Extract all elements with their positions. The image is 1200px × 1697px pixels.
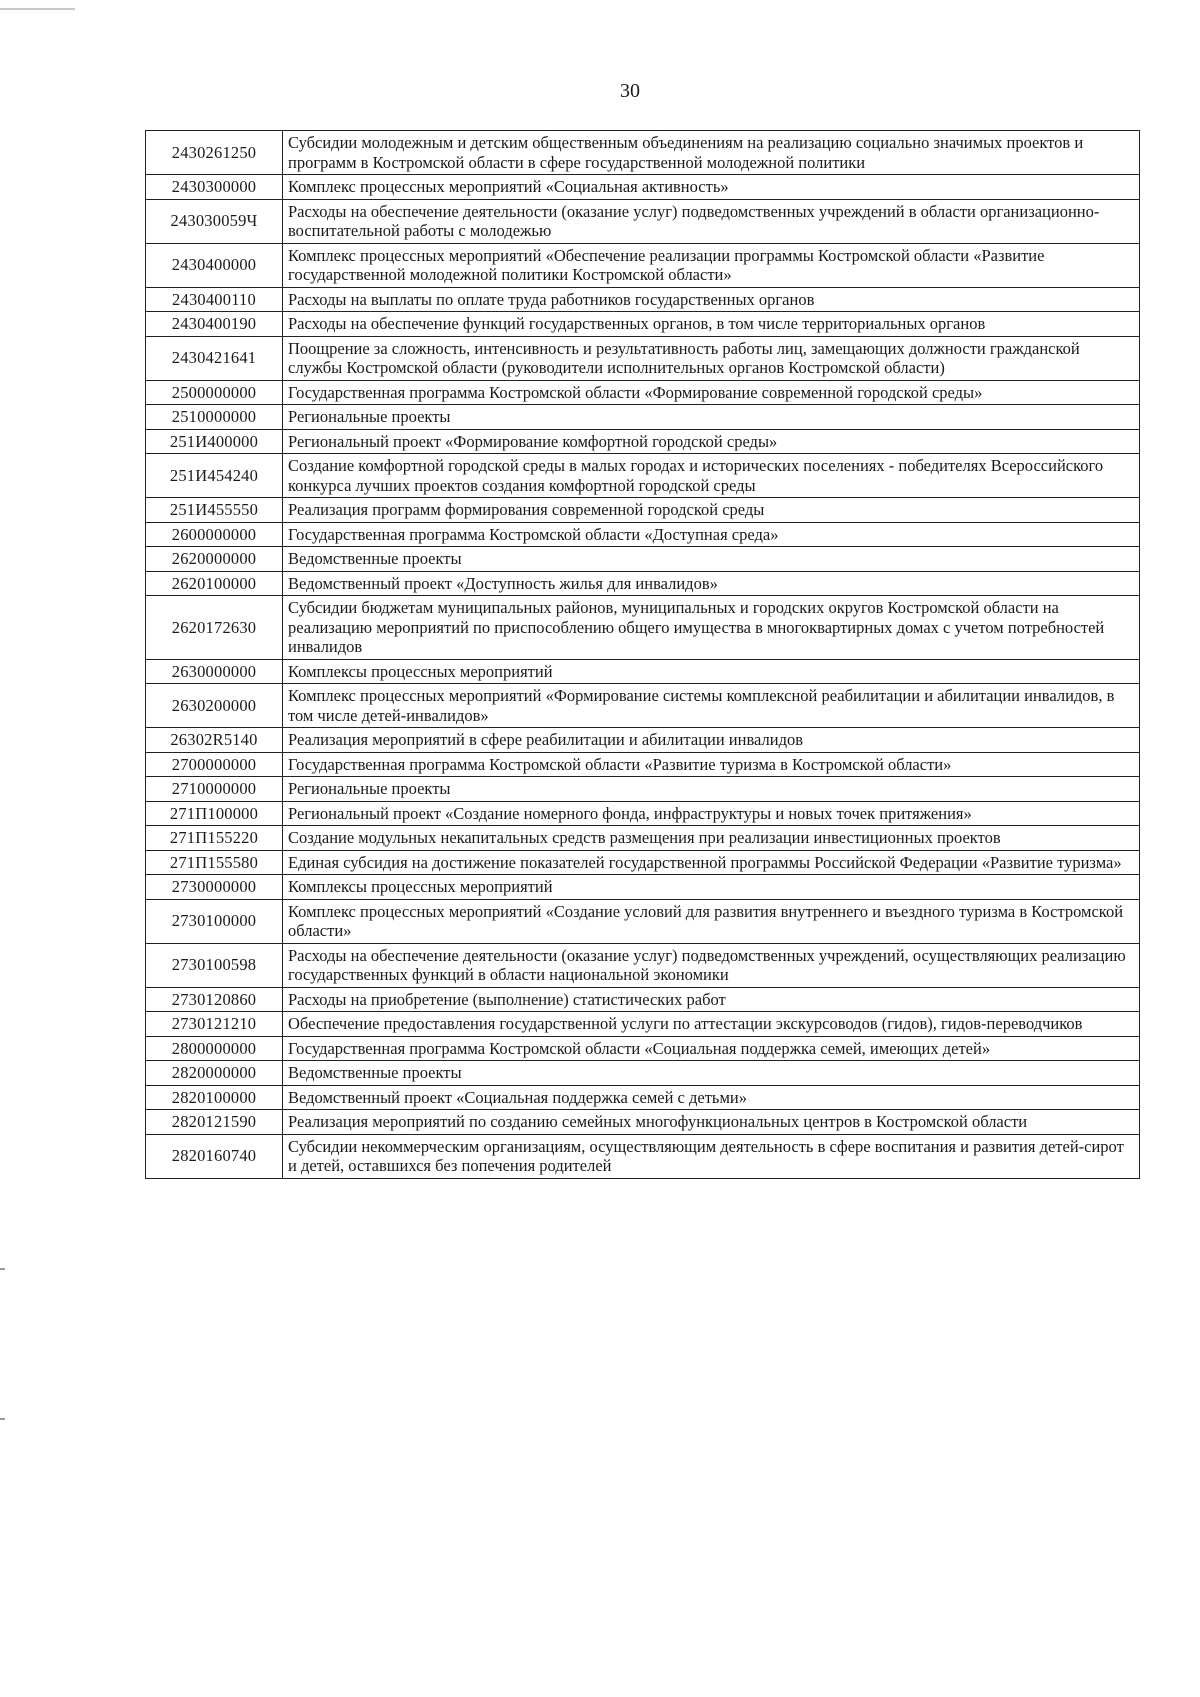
table-row [146,850,1140,875]
table-row [146,498,1140,523]
table-row [146,380,1140,405]
table-row [146,596,1140,660]
row-description: Ведомственный проект «Доступность жилья для инвалидов» [283,571,1140,596]
row-description: Комплекс процессных мероприятий «Создание условий для развития внутреннего и въездного туризма в Костромской области» [283,899,1140,943]
row-code: 2430400110 [146,287,283,312]
row-code: 251И400000 [146,429,283,454]
table-row [146,1110,1140,1135]
row-description: Государственная программа Костромской области «Развитие туризма в Костромской области» [283,752,1140,777]
row-description: Комплекс процессных мероприятий «Формирование системы комплексной реабилитации и абилитации инвалидов, в том числе детей-инвалидов» [283,684,1140,728]
table-row [146,987,1140,1012]
table-row [146,547,1140,572]
row-description: Комплексы процессных мероприятий [283,875,1140,900]
row-code: 243030059Ч [146,199,283,243]
row-description: Субсидии молодежным и детским общественным объединениям на реализацию социально значимых проектов и программ в Костромской области в сфере государственной молодежной политики [283,131,1140,175]
table-row [146,1061,1140,1086]
row-description: Расходы на выплаты по оплате труда работников государственных органов [283,287,1140,312]
table-row [146,777,1140,802]
row-code: 2820000000 [146,1061,283,1086]
row-code: 2730000000 [146,875,283,900]
row-code: 2820160740 [146,1134,283,1178]
row-description: Комплексы процессных мероприятий [283,659,1140,684]
table-row [146,875,1140,900]
row-code: 251И455550 [146,498,283,523]
row-description: Государственная программа Костромской области «Формирование современной городской среды» [283,380,1140,405]
row-description: Поощрение за сложность, интенсивность и результативность работы лиц, замещающих должности гражданской службы Костромской области (руководители исполнительных органов Костромской области) [283,336,1140,380]
row-description: Создание модульных некапитальных средств размещения при реализации инвестиционных проектов [283,826,1140,851]
row-description: Расходы на приобретение (выполнение) статистических работ [283,987,1140,1012]
table-row [146,752,1140,777]
row-description: Ведомственный проект «Социальная поддержка семей с детьми» [283,1085,1140,1110]
table-row [146,943,1140,987]
table-row [146,287,1140,312]
row-code: 2630000000 [146,659,283,684]
table-row [146,899,1140,943]
page-number: 30 [620,80,640,102]
table-row [146,1085,1140,1110]
row-description: Реализация мероприятий по созданию семейных многофункциональных центров в Костромской области [283,1110,1140,1135]
table-row [146,175,1140,200]
row-code: 2620100000 [146,571,283,596]
row-description: Расходы на обеспечение деятельности (оказание услуг) подведомственных учреждений, осуществляющих реализацию государственных функций в области национальной экономики [283,943,1140,987]
row-description: Региональные проекты [283,405,1140,430]
table-row [146,1012,1140,1037]
table-row [146,429,1140,454]
table-row [146,312,1140,337]
row-code: 2630200000 [146,684,283,728]
row-code: 2430300000 [146,175,283,200]
row-code: 2700000000 [146,752,283,777]
table-row [146,131,1140,175]
row-code: 2730121210 [146,1012,283,1037]
table-row [146,684,1140,728]
table-row [146,454,1140,498]
table-row [146,571,1140,596]
row-code: 271П155580 [146,850,283,875]
row-description: Расходы на обеспечение функций государственных органов, в том числе территориальных органов [283,312,1140,337]
row-description: Реализация мероприятий в сфере реабилитации и абилитации инвалидов [283,728,1140,753]
row-code: 2730100598 [146,943,283,987]
row-code: 2430421641 [146,336,283,380]
row-code: 2820100000 [146,1085,283,1110]
table-row [146,826,1140,851]
table-row [146,405,1140,430]
table-body [146,131,1140,1179]
row-code: 2730120860 [146,987,283,1012]
table-row [146,659,1140,684]
row-code: 2710000000 [146,777,283,802]
scan-artifact-top [0,8,75,10]
row-code: 2730100000 [146,899,283,943]
scan-artifact-left [0,1268,5,1270]
row-description: Региональные проекты [283,777,1140,802]
row-description: Региональный проект «Создание номерного фонда, инфраструктуры и новых точек притяжения» [283,801,1140,826]
row-code: 271П100000 [146,801,283,826]
row-description: Региональный проект «Формирование комфортной городской среды» [283,429,1140,454]
row-code: 2430400190 [146,312,283,337]
scan-artifact-left [0,1418,5,1420]
row-code: 2800000000 [146,1036,283,1061]
row-description: Государственная программа Костромской области «Доступная среда» [283,522,1140,547]
row-description: Расходы на обеспечение деятельности (оказание услуг) подведомственных учреждений в области организационно-воспитательной работы с молодежью [283,199,1140,243]
table-row [146,1134,1140,1178]
table-row [146,336,1140,380]
row-description: Комплекс процессных мероприятий «Социальная активность» [283,175,1140,200]
row-code: 2820121590 [146,1110,283,1135]
row-description: Реализация программ формирования современной городской среды [283,498,1140,523]
row-code: 2500000000 [146,380,283,405]
row-code: 271П155220 [146,826,283,851]
table-row [146,728,1140,753]
row-code: 2620172630 [146,596,283,660]
row-description: Субсидии бюджетам муниципальных районов, муниципальных и городских округов Костромской области на реализацию мероприятий по приспособлению общего имущества в многоквартирных домах с учетом потребностей инвалидов [283,596,1140,660]
row-description: Обеспечение предоставления государственной услуги по аттестации экскурсоводов (гидов), гидов-переводчиков [283,1012,1140,1037]
row-code: 2600000000 [146,522,283,547]
row-description: Комплекс процессных мероприятий «Обеспечение реализации программы Костромской области «Развитие государственной молодежной политики Костромской области» [283,243,1140,287]
row-code: 2430261250 [146,131,283,175]
table-row [146,522,1140,547]
row-description: Ведомственные проекты [283,1061,1140,1086]
table-row [146,801,1140,826]
budget-codes-table [145,130,1140,1179]
row-code: 2510000000 [146,405,283,430]
row-description: Ведомственные проекты [283,547,1140,572]
row-description: Субсидии некоммерческим организациям, осуществляющим деятельность в сфере воспитания и развития детей-сирот и детей, оставшихся без попечения родителей [283,1134,1140,1178]
table-row [146,199,1140,243]
table-row [146,243,1140,287]
row-code: 26302R5140 [146,728,283,753]
row-code: 251И454240 [146,454,283,498]
table-row [146,1036,1140,1061]
row-description: Единая субсидия на достижение показателей государственной программы Российской Федерации «Развитие туризма» [283,850,1140,875]
row-description: Государственная программа Костромской области «Социальная поддержка семей, имеющих детей» [283,1036,1140,1061]
row-description: Создание комфортной городской среды в малых городах и исторических поселениях - победителях Всероссийского конкурса лучших проектов создания комфортной городской среды [283,454,1140,498]
row-code: 2620000000 [146,547,283,572]
row-code: 2430400000 [146,243,283,287]
